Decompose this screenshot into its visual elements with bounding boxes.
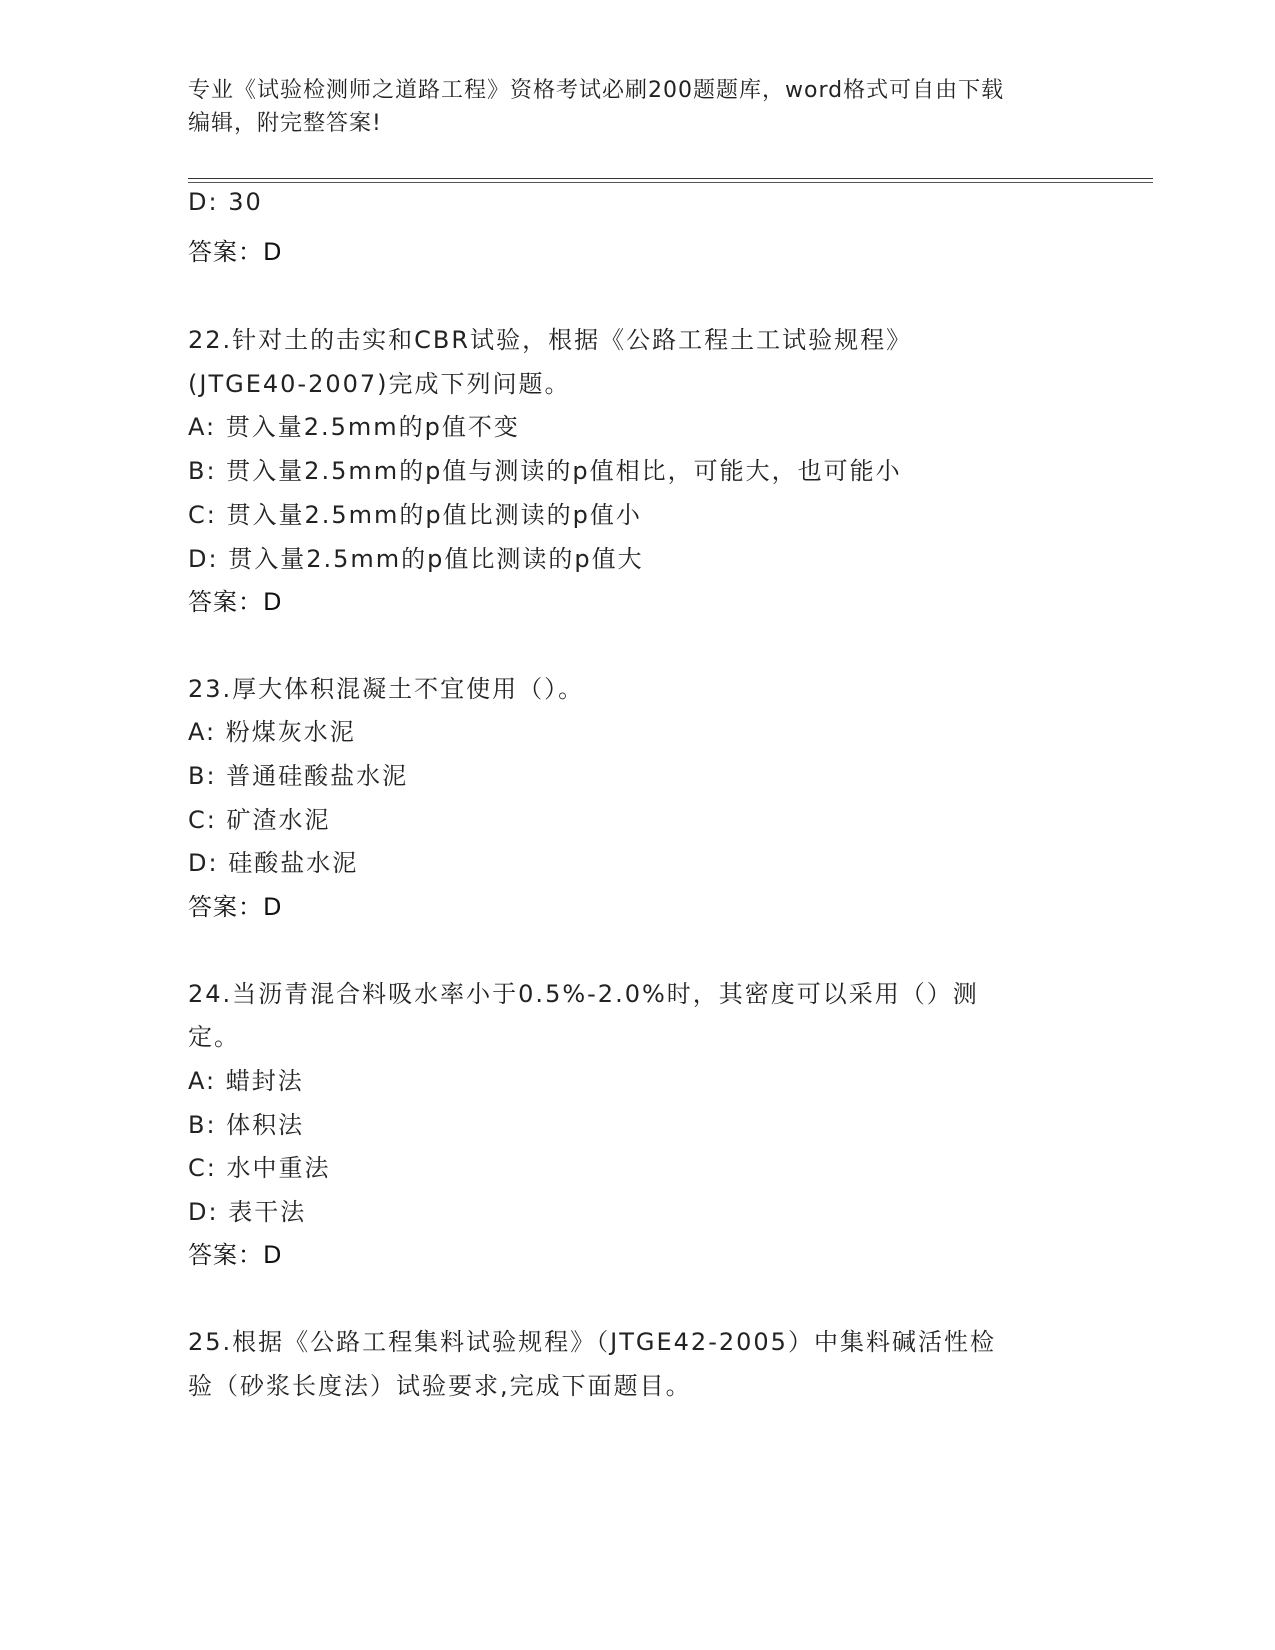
- q24-option-b: B: 体积法: [188, 1111, 305, 1139]
- q22-option-d: D: 贯入量2.5mm的p值比测读的p值大: [188, 545, 644, 573]
- q24-option-c: C: 水中重法: [188, 1154, 331, 1182]
- q22-option-c: C: 贯入量2.5mm的p值比测读的p值小: [188, 501, 642, 529]
- prev-answer: 答案：D: [188, 238, 283, 266]
- q22-option-a: A: 贯入量2.5mm的p值不变: [188, 413, 520, 441]
- q23-stem-line-1: 23.厚大体积混凝土不宜使用（）。: [188, 675, 585, 703]
- q25-stem-line-1: 25.根据《公路工程集料试验规程》（JTGE42-2005）中集料碱活性检: [188, 1328, 996, 1356]
- q22-option-b: B: 贯入量2.5mm的p值与测读的p值相比，可能大，也可能小: [188, 457, 902, 485]
- q23-option-b: B: 普通硅酸盐水泥: [188, 762, 409, 790]
- q23-option-d: D: 硅酸盐水泥: [188, 849, 359, 877]
- q23-option-c: C: 矿渣水泥: [188, 806, 331, 834]
- header-divider-thick: [188, 178, 1153, 179]
- q24-answer: 答案：D: [188, 1241, 283, 1269]
- q23-option-a: A: 粉煤灰水泥: [188, 718, 356, 746]
- header-line-2: 编辑，附完整答案!: [188, 111, 382, 136]
- q25-stem-line-2: 验（砂浆长度法）试验要求,完成下面题目。: [188, 1372, 692, 1400]
- q22-stem-line-1: 22.针对土的击实和CBR试验，根据《公路工程土工试验规程》: [188, 326, 913, 354]
- q22-answer: 答案：D: [188, 588, 283, 616]
- q24-stem-line-1: 24.当沥青混合料吸水率小于0.5%-2.0%时，其密度可以采用（）测: [188, 980, 979, 1008]
- header-divider-thin: [188, 182, 1153, 183]
- q23-answer: 答案：D: [188, 893, 283, 921]
- prev-option-d: D: 30: [188, 188, 263, 216]
- q24-option-d: D: 表干法: [188, 1198, 307, 1226]
- document-header: [188, 74, 1088, 140]
- q22-stem-line-2: (JTGE40-2007)完成下列问题。: [188, 370, 571, 398]
- q24-stem-line-2: 定。: [188, 1023, 240, 1051]
- header-line-1: 专业《试验检测师之道路工程》资格考试必刷200题题库，word格式可自由下载: [188, 78, 1005, 103]
- q24-option-a: A: 蜡封法: [188, 1067, 304, 1095]
